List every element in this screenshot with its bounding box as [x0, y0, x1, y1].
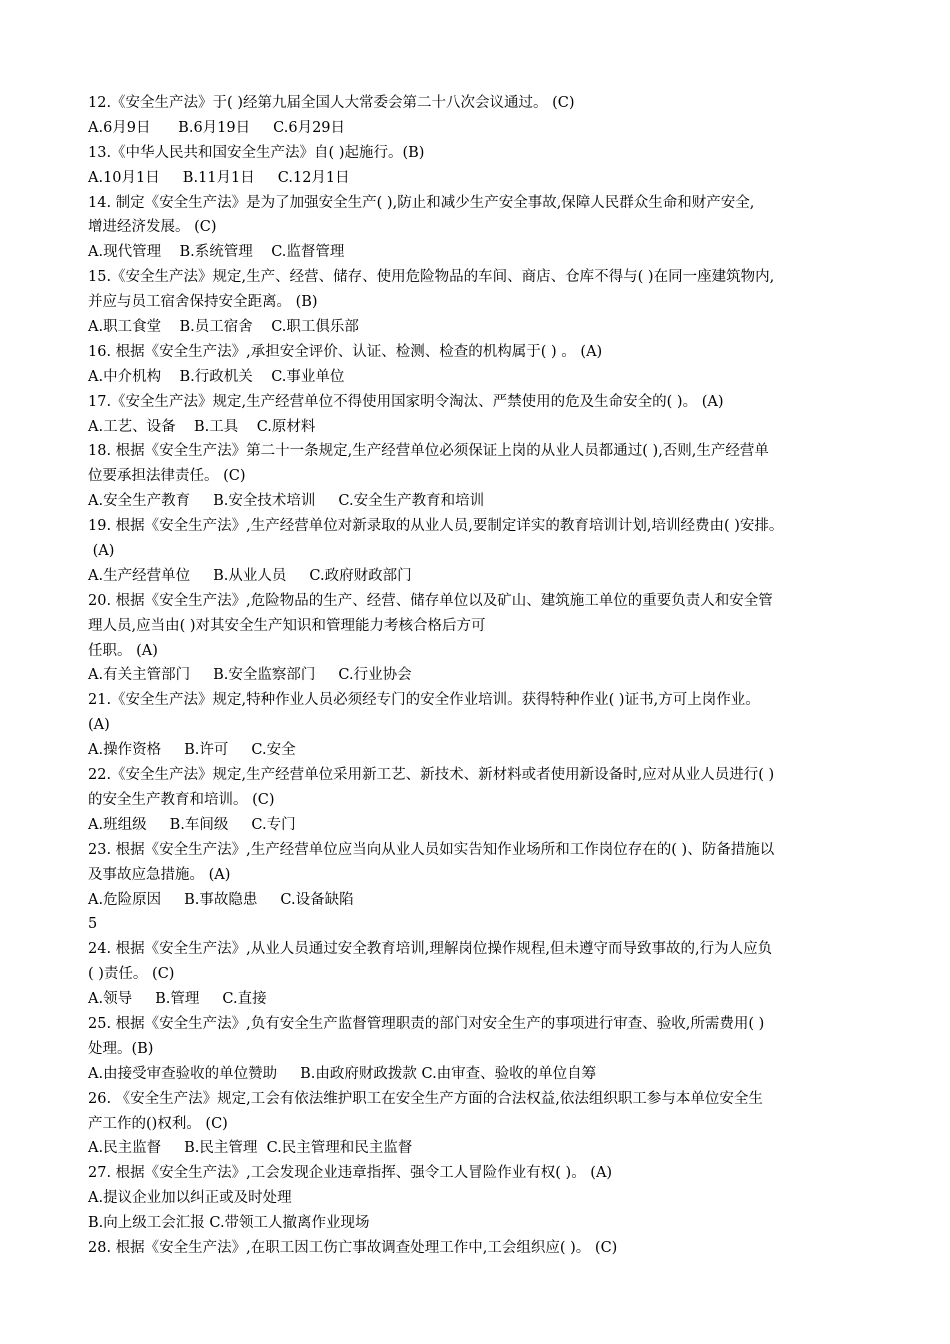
question-line: 任职。 (A) [88, 642, 158, 659]
option-line: A.工艺、设备 B.工具 C.原材料 [88, 418, 316, 435]
question-line: 15.《安全生产法》规定,生产、经营、储存、使用危险物品的车间、商店、仓库不得与( )在同一座建筑物内, [88, 269, 775, 286]
question-line: 并应与员工宿舍保持安全距离。 (B) [88, 294, 318, 311]
option-line: A.生产经营单位 B.从业人员 C.政府财政部门 [88, 567, 412, 584]
option-line: A.班组级 B.车间级 C.专门 [88, 816, 296, 833]
option-line: A.提议企业加以纠正或及时处理 [88, 1190, 292, 1207]
question-line: (A) [88, 543, 115, 560]
question-line: 14. 制定《安全生产法》是为了加强安全生产( ),防止和减少生产安全事故,保障人民群众生命和财产安全, [88, 194, 755, 211]
option-line: A.危险原因 B.事故隐患 C.设备缺陷 [88, 891, 354, 908]
question-line: 22.《安全生产法》规定,生产经营单位采用新工艺、新技术、新材料或者使用新设备时,应对从业人员进行( ) [88, 767, 775, 784]
question-line: 28. 根据《安全生产法》,在职工因工伤亡事故调查处理工作中,工会组织应( )。 (C) [88, 1239, 618, 1256]
question-line: 16. 根据《安全生产法》,承担安全评价、认证、检测、检查的机构属于( ) 。 (A) [88, 343, 603, 360]
question-line: 增进经济发展。 (C) [88, 219, 217, 236]
question-line: 24. 根据《安全生产法》,从业人员通过安全教育培训,理解岗位操作规程,但未遵守而导致事故的,行为人应负 [88, 941, 773, 958]
option-line: A.中介机构 B.行政机关 C.事业单位 [88, 368, 345, 385]
question-line: 19. 根据《安全生产法》,生产经营单位对新录取的从业人员,要制定详实的教育培训计划,培训经费由( )安排。 [88, 518, 784, 535]
option-line: B.向上级工会汇报 C.带领工人撤离作业现场 [88, 1215, 370, 1232]
question-line: 处理。(B) [88, 1040, 154, 1057]
question-line: 26. 《安全生产法》规定,工会有依法维护职工在安全生产方面的合法权益,依法组织职工参与本单位安全生 [88, 1090, 763, 1107]
document-body [88, 91, 908, 1261]
question-line: 的安全生产教育和培训。 (C) [88, 791, 275, 808]
question-line: 23. 根据《安全生产法》,生产经营单位应当向从业人员如实告知作业场所和工作岗位存在的( )、防备措施以 [88, 841, 775, 858]
option-line: A.现代管理 B.系统管理 C.监督管理 [88, 244, 345, 261]
option-line: A.由接受审查验收的单位赞助 B.由政府财政拨款 C.由审查、验收的单位自筹 [88, 1065, 597, 1082]
question-line: 21.《安全生产法》规定,特种作业人员必须经专门的安全作业培训。获得特种作业( )证书,方可上岗作业。 [88, 692, 760, 709]
question-line: (A) [88, 717, 110, 734]
option-line: A.安全生产教育 B.安全技术培训 C.安全生产教育和培训 [88, 493, 485, 510]
question-line: 位要承担法律责任。 (C) [88, 468, 246, 485]
question-line: 27. 根据《安全生产法》,工会发现企业违章指挥、强令工人冒险作业有权( )。 (A) [88, 1165, 613, 1182]
question-line: 理人员,应当由( )对其安全生产知识和管理能力考核合格后方可 [88, 617, 486, 634]
question-line: 18. 根据《安全生产法》第二十一条规定,生产经营单位必须保证上岗的从业人员都通过( ),否则,生产经营单 [88, 443, 769, 460]
option-line: A.有关主管部门 B.安全监察部门 C.行业协会 [88, 667, 412, 684]
question-line: 12.《安全生产法》于( )经第九届全国人大常委会第二十八次会议通过。 (C) [88, 95, 575, 111]
option-line: A.民主监督 B.民主管理 C.民主管理和民主监督 [88, 1140, 413, 1157]
page-number-text: 5 [88, 916, 98, 933]
option-line: A.6月9日 B.6月19日 C.6月29日 [88, 119, 346, 136]
question-line: 17.《安全生产法》规定,生产经营单位不得使用国家明令淘汰、严禁使用的危及生命安全的( )。 (A) [88, 393, 724, 410]
option-line: A.职工食堂 B.员工宿舍 C.职工俱乐部 [88, 319, 359, 336]
question-line: 20. 根据《安全生产法》,危险物品的生产、经营、储存单位以及矿山、建筑施工单位的重要负责人和安全管 [88, 592, 773, 609]
question-line: ( )责任。 (C) [88, 966, 175, 983]
question-line: 25. 根据《安全生产法》,负有安全生产监督管理职责的部门对安全生产的事项进行审查、验收,所需费用( ) [88, 1015, 765, 1032]
option-line: A.领导 B.管理 C.直接 [88, 991, 267, 1008]
question-line: 及事故应急措施。 (A) [88, 866, 231, 883]
option-line: A.操作资格 B.许可 C.安全 [88, 742, 296, 759]
question-line: 产工作的()权利。 (C) [88, 1115, 228, 1132]
option-line: A.10月1日 B.11月1日 C.12月1日 [88, 169, 350, 186]
question-line: 13.《中华人民共和国安全生产法》自( )起施行。(B) [88, 144, 425, 161]
